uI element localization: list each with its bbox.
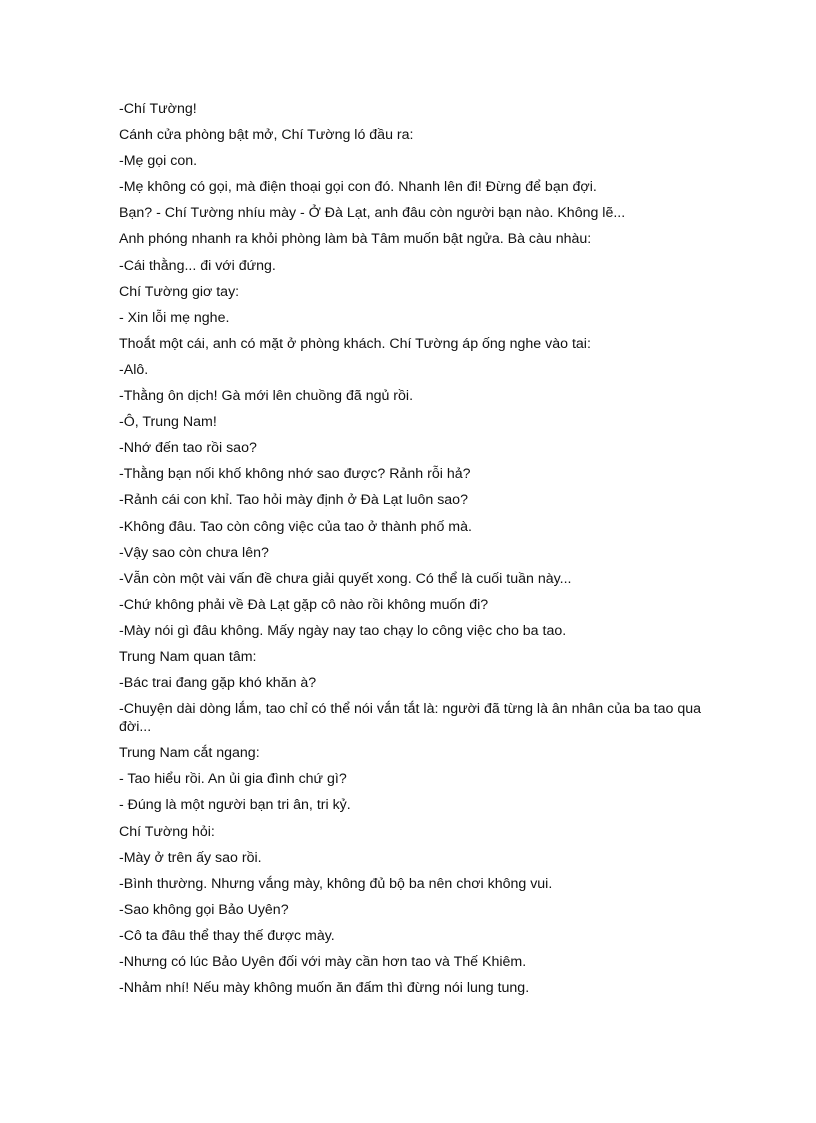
paragraph: -Alô.	[119, 361, 149, 378]
paragraph: - Đúng là một người bạn tri ân, tri kỷ.	[119, 797, 351, 814]
paragraph: -Nhưng có lúc Bảo Uyên đối với mày cần hơn tao và Thế Khiêm.	[119, 954, 527, 970]
paragraph: Chí Tường giơ tay:	[119, 283, 240, 300]
paragraph: -Rảnh cái con khỉ. Tao hỏi mày định ở Đà Lạt luôn sao?	[119, 492, 468, 509]
paragraph: -Chuyện dài dòng lắm, tao chỉ có thể nói vắn tắt là: người đã từng là ân nhân của ba tao qua đời...	[119, 701, 701, 736]
paragraph: -Thằng ôn dịch! Gà mới lên chuồng đã ngủ rồi.	[119, 388, 414, 405]
paragraph: Chí Tường hỏi:	[119, 823, 215, 840]
paragraph: -Chứ không phải về Đà Lạt gặp cô nào rồi không muốn đi?	[119, 596, 489, 613]
paragraph: -Vậy sao còn chưa lên?	[119, 544, 269, 561]
paragraph: Trung Nam quan tâm:	[119, 648, 257, 665]
paragraph: -Bình thường. Nhưng vắng mày, không đủ bộ ba nên chơi không vui.	[119, 875, 553, 892]
paragraph: -Bác trai đang gặp khó khăn à?	[119, 675, 317, 692]
paragraph: -Mày nói gì đâu không. Mấy ngày nay tao chạy lo công việc cho ba tao.	[119, 622, 567, 639]
paragraph: -Nhớ đến tao rồi sao?	[119, 440, 257, 457]
paragraph: - Tao hiểu rồi. An ủi gia đình chứ gì?	[119, 771, 347, 788]
paragraph: Trung Nam cắt ngang:	[119, 745, 260, 762]
paragraph: -Cô ta đâu thể thay thế được mày.	[119, 927, 335, 944]
paragraph: -Mày ở trên ấy sao rồi.	[119, 849, 262, 866]
paragraph: -Chí Tường!	[119, 101, 197, 117]
paragraph: -Không đâu. Tao còn công việc của tao ở thành phố mà.	[119, 518, 472, 535]
paragraph: -Vẫn còn một vài vấn đề chưa giải quyết xong. Có thể là cuối tuần này...	[119, 570, 572, 587]
paragraph: -Sao không gọi Bảo Uyên?	[119, 901, 289, 918]
paragraph: -Cái thằng... đi với đứng.	[119, 257, 276, 274]
paragraph: - Xin lỗi mẹ nghe.	[119, 309, 230, 326]
paragraph: Bạn? - Chí Tường nhíu mày - Ở Đà Lạt, anh đâu còn người bạn nào. Không lẽ...	[119, 205, 626, 222]
story-text	[119, 100, 729, 1005]
paragraph: Anh phóng nhanh ra khỏi phòng làm bà Tâm muốn bật ngửa. Bà càu nhàu:	[119, 231, 592, 248]
paragraph: -Thằng bạn nối khố không nhớ sao được? Rảnh rỗi hả?	[119, 466, 471, 483]
paragraph: -Nhảm nhí! Nếu mày không muốn ăn đấm thì đừng nói lung tung.	[119, 980, 530, 997]
paragraph: -Ô, Trung Nam!	[119, 414, 217, 431]
paragraph: Thoắt một cái, anh có mặt ở phòng khách. Chí Tường áp ống nghe vào tai:	[119, 335, 591, 352]
paragraph: Cánh cửa phòng bật mở, Chí Tường ló đầu ra:	[119, 127, 414, 144]
paragraph: -Mẹ không có gọi, mà điện thoại gọi con đó. Nhanh lên đi! Đừng để bạn đợi.	[119, 179, 597, 196]
paragraph: -Mẹ gọi con.	[119, 153, 198, 170]
